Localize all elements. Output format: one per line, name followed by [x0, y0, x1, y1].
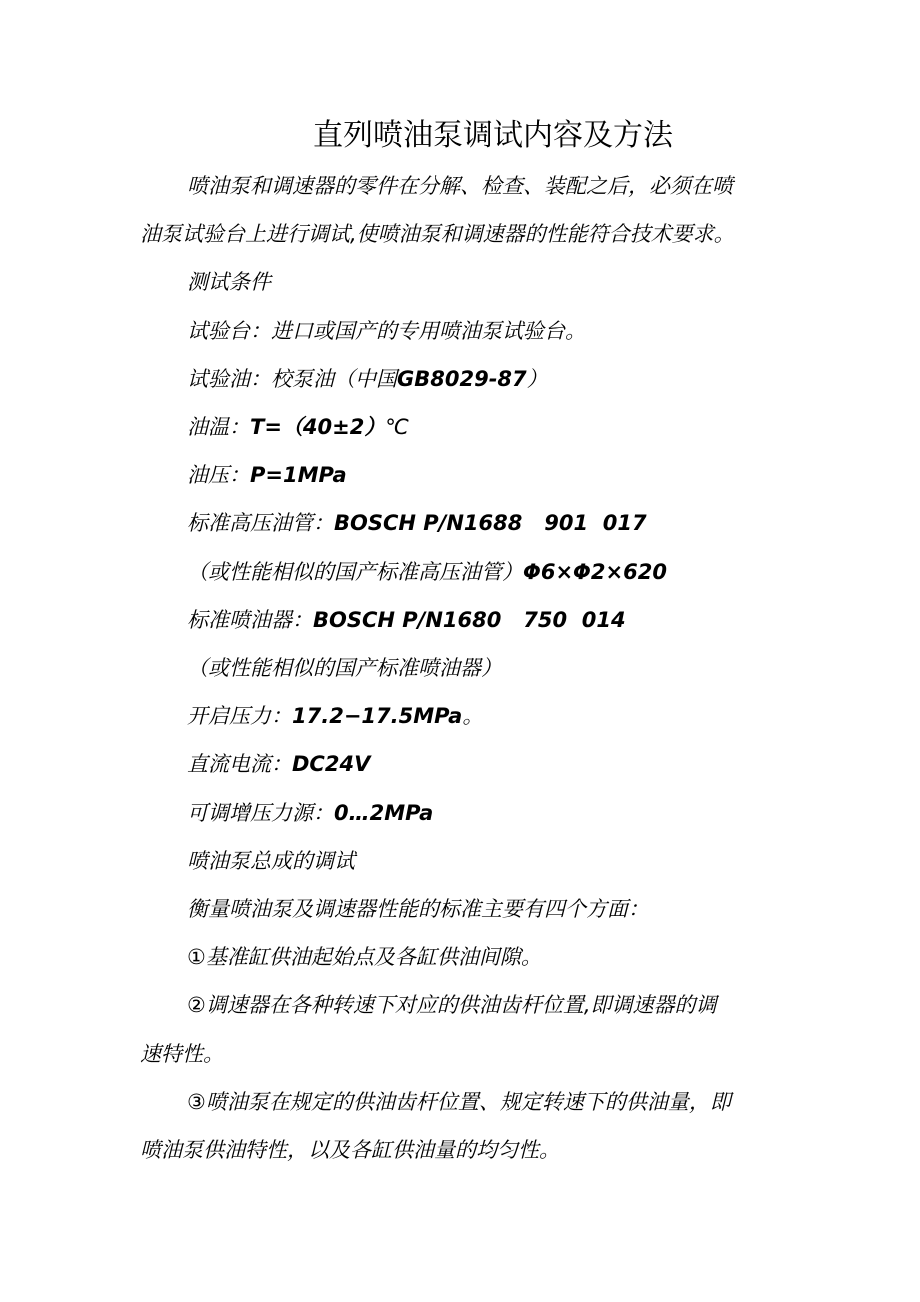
condition-injector-alt	[140, 644, 790, 692]
condition-label: 可调增压力源：	[187, 800, 334, 825]
condition-label: 油温：	[187, 415, 250, 440]
condition-label: 标准喷油器：	[187, 607, 313, 632]
condition-dc-current	[140, 740, 790, 788]
condition-value: T=（40±2）	[250, 415, 386, 440]
condition-label: 开启压力：	[187, 704, 292, 729]
condition-value: P=1MPa	[250, 463, 347, 488]
condition-boost-source	[140, 789, 790, 837]
test-conditions-heading: 测试条件	[187, 270, 271, 295]
criteria-item-3-line-1: ③喷油泵在规定的供油齿杆位置、规定转速下的供油量，即	[187, 1089, 731, 1114]
condition-value: 17.2−17.5MPa	[292, 704, 463, 729]
condition-label: 直流电流：	[187, 752, 292, 777]
condition-hp-pipe	[140, 499, 790, 547]
condition-test-bench	[140, 307, 790, 355]
condition-oil-pressure	[140, 451, 790, 499]
condition-label: 试验油：校泵油（中国	[187, 366, 397, 391]
condition-label: 油压：	[187, 463, 250, 488]
condition-value: DC24V	[292, 752, 371, 777]
condition-label: 试验台：	[187, 318, 271, 343]
intro-line-2: 油泵试验台上进行调试,使喷油泵和调速器的性能符合技术要求。	[140, 222, 735, 247]
condition-label: 标准高压油管：	[187, 511, 334, 536]
condition-suffix: ）	[526, 366, 548, 391]
criteria-item-2-line-2: 速特性。	[140, 1041, 224, 1066]
condition-value: 进口或国产的专用喷油泵试验台。	[271, 318, 586, 343]
condition-suffix: 。	[462, 704, 484, 729]
condition-value: BOSCH P/N1680 750 014	[313, 607, 626, 632]
condition-value: Φ6×Φ2×620	[523, 559, 667, 584]
condition-value: 0…2MPa	[334, 800, 434, 825]
condition-test-oil	[140, 355, 790, 403]
criteria-item-3-line-2: 喷油泵供油特性，以及各缸供油量的均匀性。	[140, 1138, 560, 1163]
condition-oil-temp	[140, 403, 790, 451]
document-body	[140, 162, 790, 1174]
condition-hp-pipe-alt	[140, 548, 790, 596]
condition-suffix: ℃	[385, 415, 409, 440]
condition-value: BOSCH P/N1688 901 017	[334, 511, 647, 536]
criteria-item-1: ①基准缸供油起始点及各缸供油间隙。	[187, 945, 542, 970]
condition-opening-pressure	[140, 692, 790, 740]
document-title: 直列喷油泵调试内容及方法	[313, 118, 673, 153]
condition-label: （或性能相似的国产标准喷油器）	[187, 656, 502, 681]
intro-line-1: 喷油泵和调速器的零件在分解、检查、装配之后，必须在喷	[187, 174, 733, 198]
assembly-heading: 喷油泵总成的调试	[187, 848, 355, 873]
condition-value: GB8029-87	[397, 366, 527, 391]
criteria-intro: 衡量喷油泵及调速器性能的标准主要有四个方面：	[187, 897, 649, 922]
condition-label: （或性能相似的国产标准高压油管）	[187, 559, 523, 584]
condition-injector	[140, 596, 790, 644]
criteria-item-2-line-1: ②调速器在各种转速下对应的供油齿杆位置,即调速器的调	[187, 993, 717, 1018]
